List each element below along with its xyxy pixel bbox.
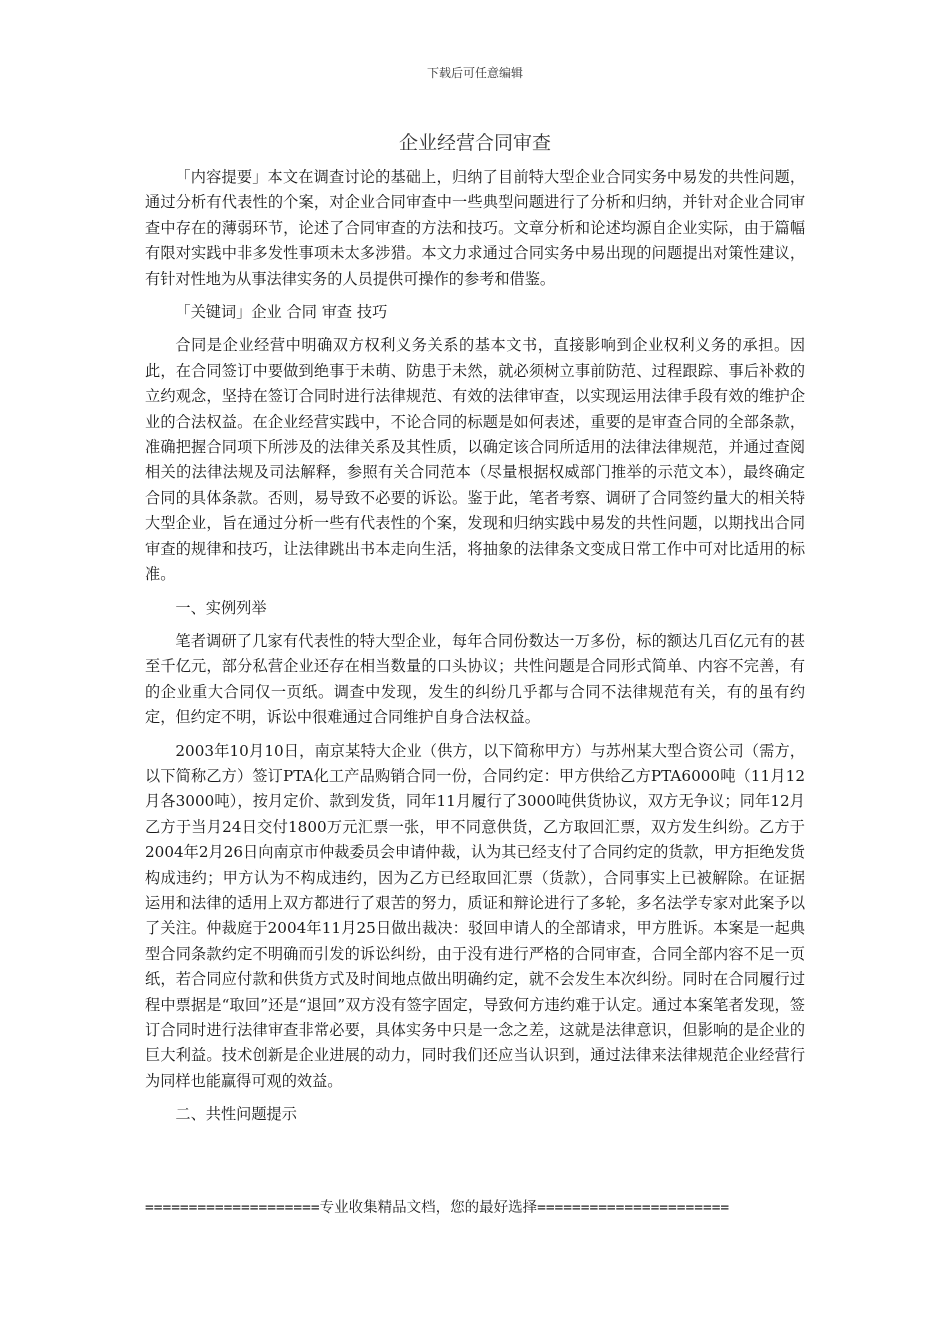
footer-banner: ====================专业收集精品文档，您的最好选择====================== — [145, 1200, 730, 1216]
document-body — [145, 165, 805, 1136]
case-paragraph: 2003年10月10日，南京某特大企业（供方，以下简称甲方）与苏州某大型合资公司（需方，以下简称乙方）签订PTA化工产品购销合同一份，合同约定：甲方供给乙方PTA6000吨（11月12月各3000吨），按月定价、款到发货，同年11月履行了3000吨供货协议，双方无争议；同年12月乙方于当月24日交付1800万元汇票一张，甲不同意供货，乙方取回汇票，双方发生纠纷。乙方于2004年2月26日向南京市仲裁委员会申请仲裁，认为其已经支付了合同约定的货款，甲方拒绝发货构成违约；甲方认为不构成违约，因为乙方已经取回汇票（货款），合同事实上已被解除。在证据运用和法律的适用上双方都进行了艰苦的努力，质证和辩论进行了多轮，多名法学专家对此案予以了关注。仲裁庭于2004年11月25日做出裁决：驳回申请人的全部请求，甲方胜诉。本案是一起典型合同条款约定不明确而引发的诉讼纠纷，由于没有进行严格的合同审查，合同全部内容不足一页纸，若合同应付款和供货方式及时间地点做出明确约定，就不会发生本次纠纷。同时在合同履行过程中票据是“取回”还是“退回”双方没有签字固定，导致何方违约难于认定。通过本案笔者发现，签订合同时进行法律审查非常必要，具体实务中只是一念之差，这就是法律意识，但影响的是企业的巨大利益。技术创新是企业进展的动力，同时我们还应当认识到，通过法律来法律规范企业经营行为同样也能赢得可观的效益。 — [145, 741, 805, 1090]
keywords-paragraph: 「关键词」企业 合同 审查 技巧 — [175, 303, 388, 322]
section-heading-1: 一、实例列举 — [175, 598, 267, 617]
section-heading-2: 二、共性问题提示 — [175, 1105, 297, 1124]
intro-paragraph: 合同是企业经营中明确双方权利义务关系的基本文书，直接影响到企业权利义务的承担。因此，在合同签订中要做到绝事于未萌、防患于未然，就必须树立事前防范、过程跟踪、事后补救的立约观念，坚持在签订合同时进行法律规范、有效的法律审查，以实现运用法律手段有效的维护企业的合法权益。在企业经营实践中，不论合同的标题是如何表述，重要的是审查合同的全部条款，准确把握合同项下所涉及的法律关系及其性质，以确定该合同所适用的法律法律规范，并通过查阅相关的法律法规及司法解释，参照有关合同范本（尽量根据权威部门推举的示范文本），最终确定合同的具体条款。否则，易导致不必要的诉讼。鉴于此，笔者考察、调研了合同签约量大的相关特大型企业，旨在通过分析一些有代表性的个案，发现和归纳实践中易发的共性问题，以期找出合同审查的规律和技巧，让法律跳出书本走向生活，将抽象的法律条文变成日常工作中可对比适用的标准。 — [145, 336, 805, 584]
abstract-paragraph: 「内容提要」本文在调查讨论的基础上，归纳了目前特大型企业合同实务中易发的共性问题，通过分析有代表性的个案，对企业合同审查中一些典型问题进行了分析和归纳，并针对企业合同审查中存在的薄弱环节，论述了合同审查的方法和技巧。文章分析和论述均源自企业实际，由于篇幅有限对实践中非多发性事项未太多涉猎。本文力求通过合同实务中易出现的问题提出对策性建议，有针对性地为从事法律实务的人员提供可操作的参考和借鉴。 — [145, 168, 805, 288]
header-note: 下载后可任意编辑 — [426, 66, 523, 80]
document-title: 企业经营合同审查 — [398, 132, 551, 154]
survey-paragraph: 笔者调研了几家有代表性的特大型企业，每年合同份数达一万多份，标的额达几百亿元有的甚至千亿元，部分私营企业还存在相当数量的口头协议；共性问题是合同形式简单、内容不完善，有的企业重大合同仅一页纸。调查中发现，发生的纠纷几乎都与合同不法律规范有关，有的虽有约定，但约定不明，诉讼中很难通过合同维护自身合法权益。 — [145, 631, 805, 727]
